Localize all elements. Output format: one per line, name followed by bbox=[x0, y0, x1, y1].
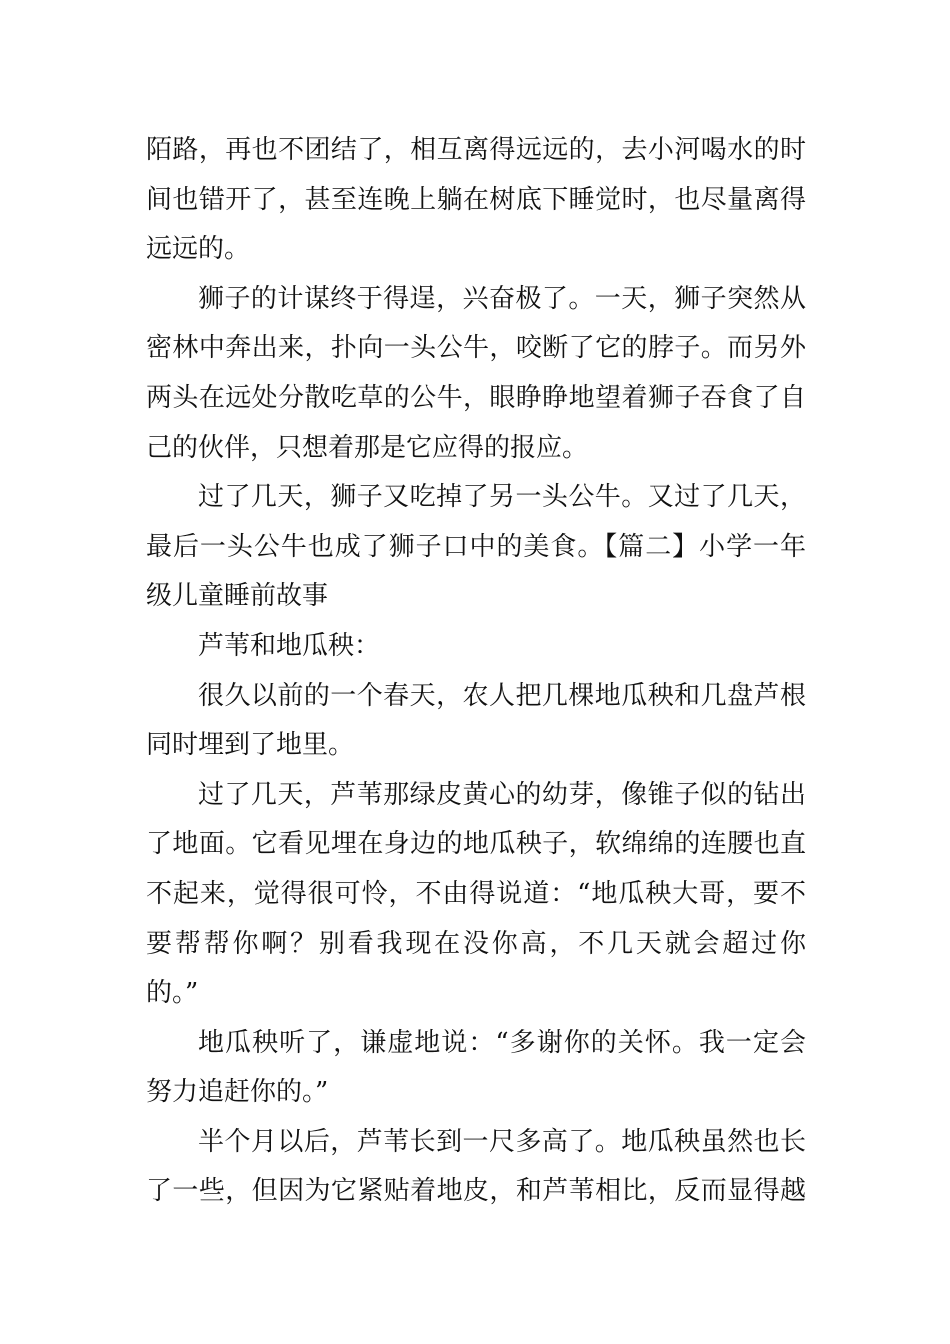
text-line: 间也错开了，甚至连晚上躺在树底下睡觉时，也尽量离得 bbox=[146, 184, 806, 215]
text-line: 芦苇和地瓜秧： bbox=[198, 630, 381, 661]
text-line: 很久以前的一个春天，农人把几棵地瓜秧和几盘芦根 bbox=[198, 680, 806, 711]
text-line: 级儿童睡前故事 bbox=[146, 581, 329, 612]
text-line: 地瓜秧听了，谦虚地说：“多谢你的关怀。我一定会 bbox=[198, 1027, 806, 1058]
text-line: 同时埋到了地里。 bbox=[146, 730, 355, 761]
text-line: 努力追赶你的。” bbox=[146, 1077, 329, 1108]
text-line: 半个月以后，芦苇长到一尺多高了。地瓜秧虽然也长 bbox=[198, 1126, 806, 1157]
text-line: 不起来，觉得很可怜，不由得说道：“地瓜秧大哥，要不 bbox=[146, 878, 806, 909]
text-line: 密林中奔出来，扑向一头公牛，咬断了它的脖子。而另外 bbox=[146, 333, 806, 364]
text-line: 两头在远处分散吃草的公牛，眼睁睁地望着狮子吞食了自 bbox=[146, 382, 806, 413]
text-line: 了地面。它看见埋在身边的地瓜秧子，软绵绵的连腰也直 bbox=[146, 829, 806, 860]
text-line: 过了几天，芦苇那绿皮黄心的幼芽，像锥子似的钻出 bbox=[198, 779, 806, 810]
text-line: 的。” bbox=[146, 978, 199, 1009]
text-line: 狮子的计谋终于得逞，兴奋极了。一天，狮子突然从 bbox=[198, 283, 806, 314]
document-text-body bbox=[146, 126, 806, 1217]
text-line: 要帮帮你啊？别看我现在没你高，不几天就会超过你 bbox=[146, 928, 806, 959]
text-line: 了一些，但因为它紧贴着地皮，和芦苇相比，反而显得越 bbox=[146, 1176, 806, 1207]
text-line: 过了几天，狮子又吃掉了另一头公牛。又过了几天， bbox=[198, 482, 806, 513]
text-line: 远远的。 bbox=[146, 234, 251, 265]
text-line: 陌路，再也不团结了，相互离得远远的，去小河喝水的时 bbox=[146, 135, 806, 165]
text-line: 最后一头公牛也成了狮子口中的美食。【篇二】小学一年 bbox=[146, 531, 806, 562]
text-line: 己的伙伴，只想着那是它应得的报应。 bbox=[146, 432, 589, 463]
